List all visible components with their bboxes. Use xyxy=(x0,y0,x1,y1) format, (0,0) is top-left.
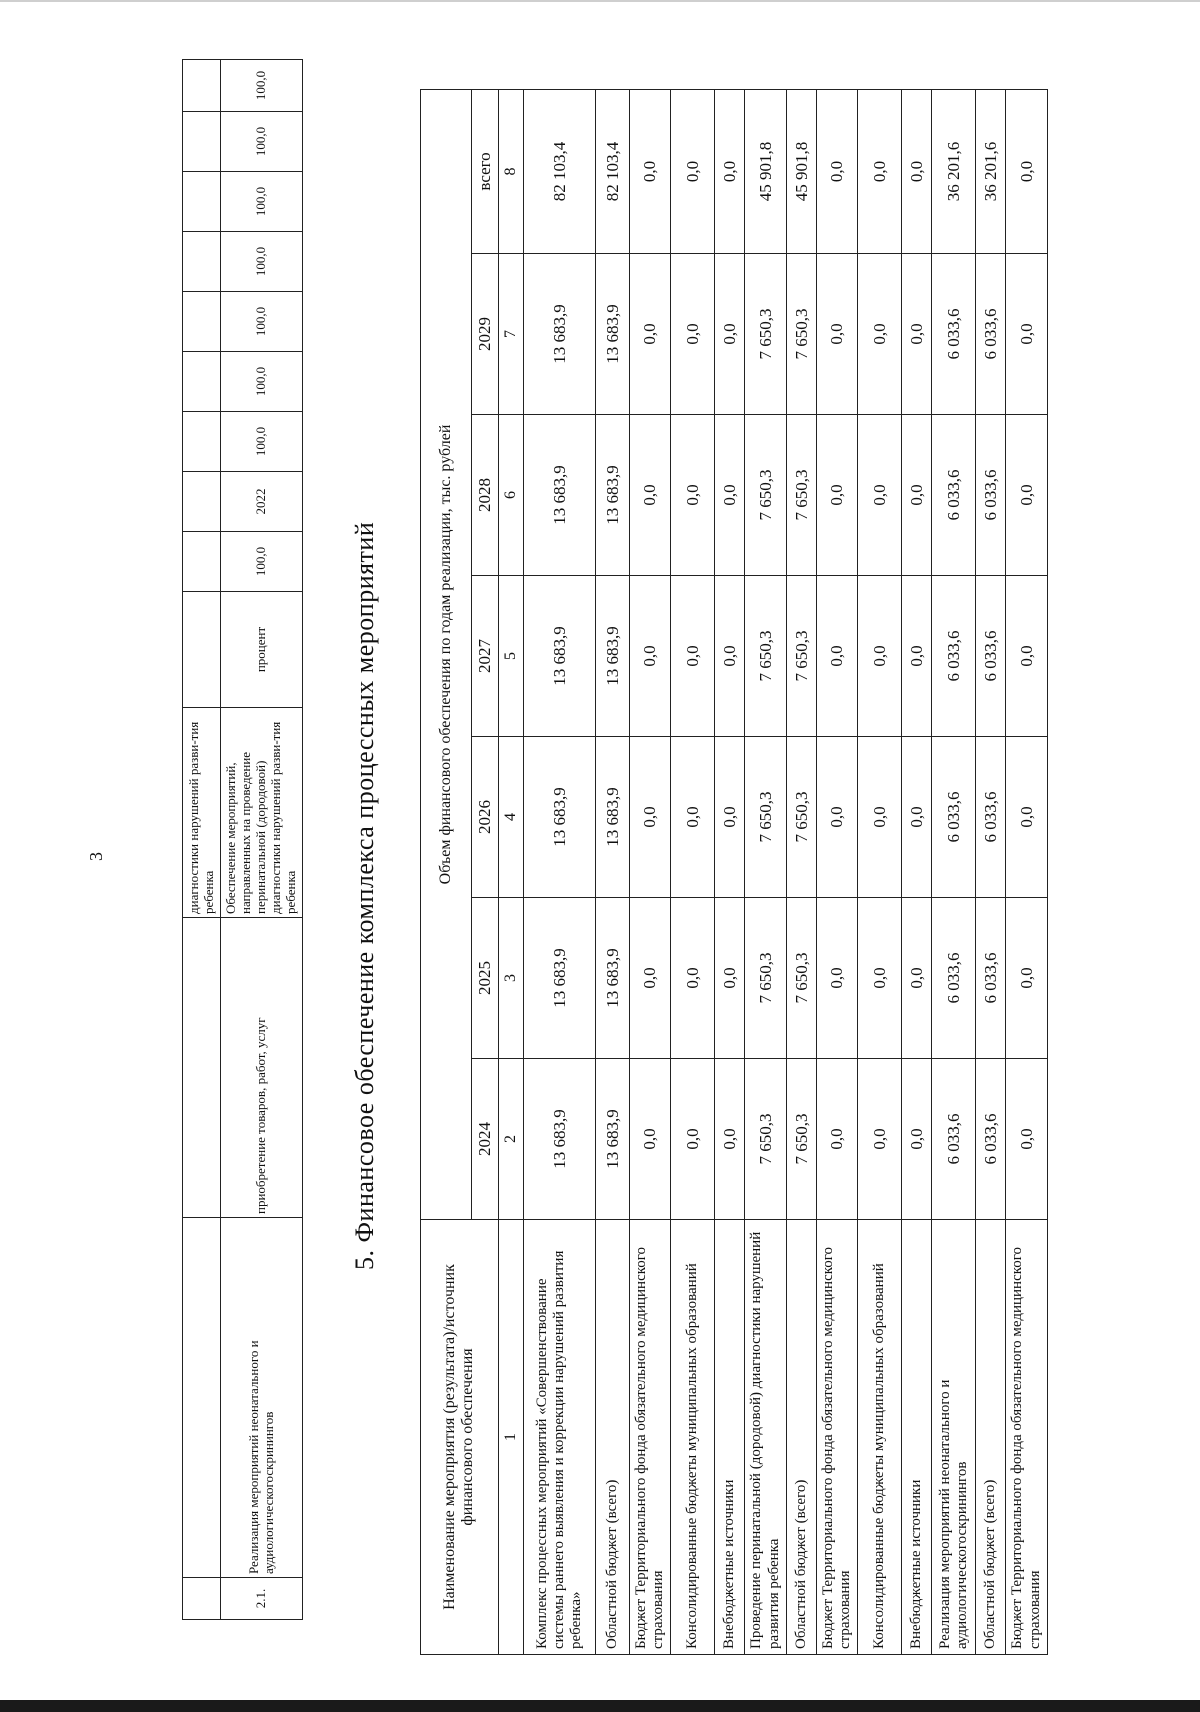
table-row xyxy=(671,89,715,1654)
value-cell: 100,0 xyxy=(221,412,303,472)
financing-rows xyxy=(523,89,1047,1654)
column-index: 3 xyxy=(498,898,523,1059)
value-cell: 0,0 xyxy=(902,898,932,1059)
value-cell: 6 033,6 xyxy=(932,898,976,1059)
value-cell: 0,0 xyxy=(1006,898,1048,1059)
total-cell: 36 201,6 xyxy=(976,89,1006,253)
table-row xyxy=(976,89,1006,1654)
value-cell: 0,0 xyxy=(715,576,745,737)
financing-table xyxy=(420,90,1048,1655)
value-cell: 0,0 xyxy=(816,254,858,415)
value-cell: 0,0 xyxy=(629,415,671,576)
value-cell: 13 683,9 xyxy=(595,576,629,737)
row-name: Бюджет Территориального фонда обязательного медицинского страхования xyxy=(816,1220,858,1655)
column-index: 5 xyxy=(498,576,523,737)
total-cell: 0,0 xyxy=(1006,89,1048,253)
value-cell: 0,0 xyxy=(1006,1059,1048,1220)
row-name: Консолидированные бюджеты муниципальных образований xyxy=(671,1220,715,1655)
row-number: 2.1. xyxy=(221,1578,303,1620)
value-cell: 100,0 xyxy=(221,352,303,412)
base-value: 100,0 xyxy=(221,532,303,592)
table-row xyxy=(858,89,902,1654)
value-cell: 0,0 xyxy=(902,254,932,415)
total-cell: 36 201,6 xyxy=(932,89,976,253)
row-name: Внебюджетные источники xyxy=(715,1220,745,1655)
value-cell: 100,0 xyxy=(221,232,303,292)
value-cell: 0,0 xyxy=(902,737,932,898)
column-index: 6 xyxy=(498,415,523,576)
column-index: 4 xyxy=(498,737,523,898)
column-index: 2 xyxy=(498,1059,523,1220)
value-cell: 6 033,6 xyxy=(976,254,1006,415)
value-cell: 0,0 xyxy=(715,737,745,898)
value-cell: 7 650,3 xyxy=(786,1059,816,1220)
value-cell: 7 650,3 xyxy=(786,254,816,415)
page-number: 3 xyxy=(86,852,106,861)
row-name: Проведение перинатальной (дородовой) диагностики нарушений развития ребенка xyxy=(745,1220,787,1655)
column-index: 7 xyxy=(498,254,523,415)
year-header: 2029 xyxy=(472,254,499,415)
header-name: Наименование мероприятия (результата)/источник финансового обеспечения xyxy=(421,1220,499,1655)
value-cell: 0,0 xyxy=(816,898,858,1059)
value-cell: 0,0 xyxy=(858,1059,902,1220)
table-row xyxy=(745,89,787,1654)
value-cell: 0,0 xyxy=(858,415,902,576)
value-cell: 0,0 xyxy=(715,898,745,1059)
total-cell: 45 901,8 xyxy=(786,89,816,253)
row-name: Областной бюджет (всего) xyxy=(786,1220,816,1655)
value-cell: 6 033,6 xyxy=(932,576,976,737)
base-year: 2022 xyxy=(221,472,303,532)
value-cell: 6 033,6 xyxy=(976,576,1006,737)
value-cell: 0,0 xyxy=(1006,415,1048,576)
value-cell: 6 033,6 xyxy=(976,415,1006,576)
value-cell: 100,0 xyxy=(221,292,303,352)
total-cell: 45 901,8 xyxy=(745,89,787,253)
value-cell: 7 650,3 xyxy=(745,898,787,1059)
value-cell: 100,0 xyxy=(221,60,303,112)
table-row xyxy=(786,89,816,1654)
row-name: Областной бюджет (всего) xyxy=(976,1220,1006,1655)
value-cell: 6 033,6 xyxy=(932,1059,976,1220)
scan-edge xyxy=(0,0,1200,2)
measure-name: Реализация мероприятий неонатального и аудиологическогоскринингов xyxy=(221,1218,303,1578)
table-row xyxy=(932,89,976,1654)
value-cell: 100,0 xyxy=(221,172,303,232)
section-title: 5. Финансовое обеспечение комплекса процессных мероприятий xyxy=(350,521,379,1270)
total-header: всего xyxy=(472,89,499,253)
table-row xyxy=(183,60,221,1620)
value-cell: 13 683,9 xyxy=(595,254,629,415)
value-cell: 0,0 xyxy=(858,737,902,898)
value-cell: 0,0 xyxy=(816,576,858,737)
value-cell: 13 683,9 xyxy=(595,415,629,576)
value-cell: 7 650,3 xyxy=(745,254,787,415)
value-cell: 13 683,9 xyxy=(523,1059,595,1220)
row-name: Комплекс процессных мероприятий «Совершенствование системы раннего выявления и коррекции нарушений развития ребенка» xyxy=(523,1220,595,1655)
year-header: 2027 xyxy=(472,576,499,737)
value-cell: 0,0 xyxy=(816,1059,858,1220)
table-row xyxy=(902,89,932,1654)
value-cell: 0,0 xyxy=(671,737,715,898)
description-cell: Обеспечение мероприятий, направленных на проведение перинатальной (дородовой) диагностики нарушений разви-тия ребенка xyxy=(221,708,303,918)
value-cell: 0,0 xyxy=(816,415,858,576)
value-cell: 13 683,9 xyxy=(523,415,595,576)
value-cell: 13 683,9 xyxy=(523,576,595,737)
value-cell: 7 650,3 xyxy=(786,737,816,898)
value-cell: 13 683,9 xyxy=(523,737,595,898)
value-cell: 0,0 xyxy=(858,576,902,737)
value-cell: 100,0 xyxy=(221,112,303,172)
value-cell: 0,0 xyxy=(902,415,932,576)
value-cell: 7 650,3 xyxy=(745,1059,787,1220)
value-cell: 0,0 xyxy=(629,898,671,1059)
value-cell: 13 683,9 xyxy=(523,254,595,415)
year-header: 2028 xyxy=(472,415,499,576)
total-cell: 82 103,4 xyxy=(595,89,629,253)
value-cell: 0,0 xyxy=(629,737,671,898)
value-cell: 0,0 xyxy=(671,576,715,737)
description-cell: диагностики нарушений разви-тия ребенка xyxy=(183,708,221,918)
value-cell: 0,0 xyxy=(671,898,715,1059)
year-header: 2026 xyxy=(472,737,499,898)
row-name: Бюджет Территориального фонда обязательного медицинского страхования xyxy=(629,1220,671,1655)
value-cell: 13 683,9 xyxy=(595,737,629,898)
row-name: Реализация мероприятий неонатального и аудиологическогоскринингов xyxy=(932,1220,976,1655)
value-cell: 0,0 xyxy=(902,1059,932,1220)
row-name: Областной бюджет (всего) xyxy=(595,1220,629,1655)
value-cell: 0,0 xyxy=(902,576,932,737)
value-cell: 0,0 xyxy=(1006,576,1048,737)
value-cell: 0,0 xyxy=(671,415,715,576)
value-cell: 0,0 xyxy=(858,254,902,415)
header-row xyxy=(421,89,472,1654)
value-cell: 0,0 xyxy=(671,1059,715,1220)
table-row xyxy=(629,89,671,1654)
value-cell: 6 033,6 xyxy=(976,1059,1006,1220)
table-row xyxy=(221,60,303,1620)
total-cell: 0,0 xyxy=(671,89,715,253)
row-name: Консолидированные бюджеты муниципальных образований xyxy=(858,1220,902,1655)
total-cell: 82 103,4 xyxy=(523,89,595,253)
value-cell: 0,0 xyxy=(629,254,671,415)
value-cell: 0,0 xyxy=(858,898,902,1059)
value-cell: 7 650,3 xyxy=(786,576,816,737)
row-name: Бюджет Территориального фонда обязательного медицинского страхования xyxy=(1006,1220,1048,1655)
value-cell: 6 033,6 xyxy=(932,737,976,898)
value-cell: 13 683,9 xyxy=(595,898,629,1059)
value-cell: 0,0 xyxy=(671,254,715,415)
table-row xyxy=(523,89,595,1654)
header-volume: Объем финансового обеспечения по годам реализации, тыс. рублей xyxy=(421,89,472,1219)
value-cell: 0,0 xyxy=(1006,737,1048,898)
year-header: 2024 xyxy=(472,1059,499,1220)
unit-cell: процент xyxy=(221,592,303,708)
total-cell: 0,0 xyxy=(816,89,858,253)
row-name: Внебюджетные источники xyxy=(902,1220,932,1655)
value-cell: 0,0 xyxy=(715,415,745,576)
value-cell: 7 650,3 xyxy=(745,737,787,898)
value-cell: 6 033,6 xyxy=(932,415,976,576)
table-row xyxy=(715,89,745,1654)
value-cell: 13 683,9 xyxy=(523,898,595,1059)
table-row xyxy=(816,89,858,1654)
year-header: 2025 xyxy=(472,898,499,1059)
total-cell: 0,0 xyxy=(858,89,902,253)
column-index-row xyxy=(498,89,523,1654)
page-bottom-edge xyxy=(0,1700,1200,1712)
value-cell: 0,0 xyxy=(715,1059,745,1220)
indicator-table xyxy=(182,70,303,1620)
total-cell: 0,0 xyxy=(629,89,671,253)
value-cell: 0,0 xyxy=(629,1059,671,1220)
value-cell: 0,0 xyxy=(715,254,745,415)
measure-type: приобретение товаров, работ, услуг xyxy=(221,918,303,1218)
value-cell: 7 650,3 xyxy=(745,415,787,576)
value-cell: 6 033,6 xyxy=(976,898,1006,1059)
total-cell: 0,0 xyxy=(902,89,932,253)
value-cell: 7 650,3 xyxy=(786,898,816,1059)
value-cell: 13 683,9 xyxy=(595,1059,629,1220)
value-cell: 7 650,3 xyxy=(786,415,816,576)
value-cell: 0,0 xyxy=(816,737,858,898)
value-cell: 0,0 xyxy=(629,576,671,737)
total-cell: 0,0 xyxy=(715,89,745,253)
table-row xyxy=(1006,89,1048,1654)
column-index: 1 xyxy=(498,1220,523,1655)
value-cell: 6 033,6 xyxy=(932,254,976,415)
value-cell: 0,0 xyxy=(1006,254,1048,415)
value-cell: 7 650,3 xyxy=(745,576,787,737)
value-cell: 6 033,6 xyxy=(976,737,1006,898)
table-row xyxy=(595,89,629,1654)
column-index: 8 xyxy=(498,89,523,253)
